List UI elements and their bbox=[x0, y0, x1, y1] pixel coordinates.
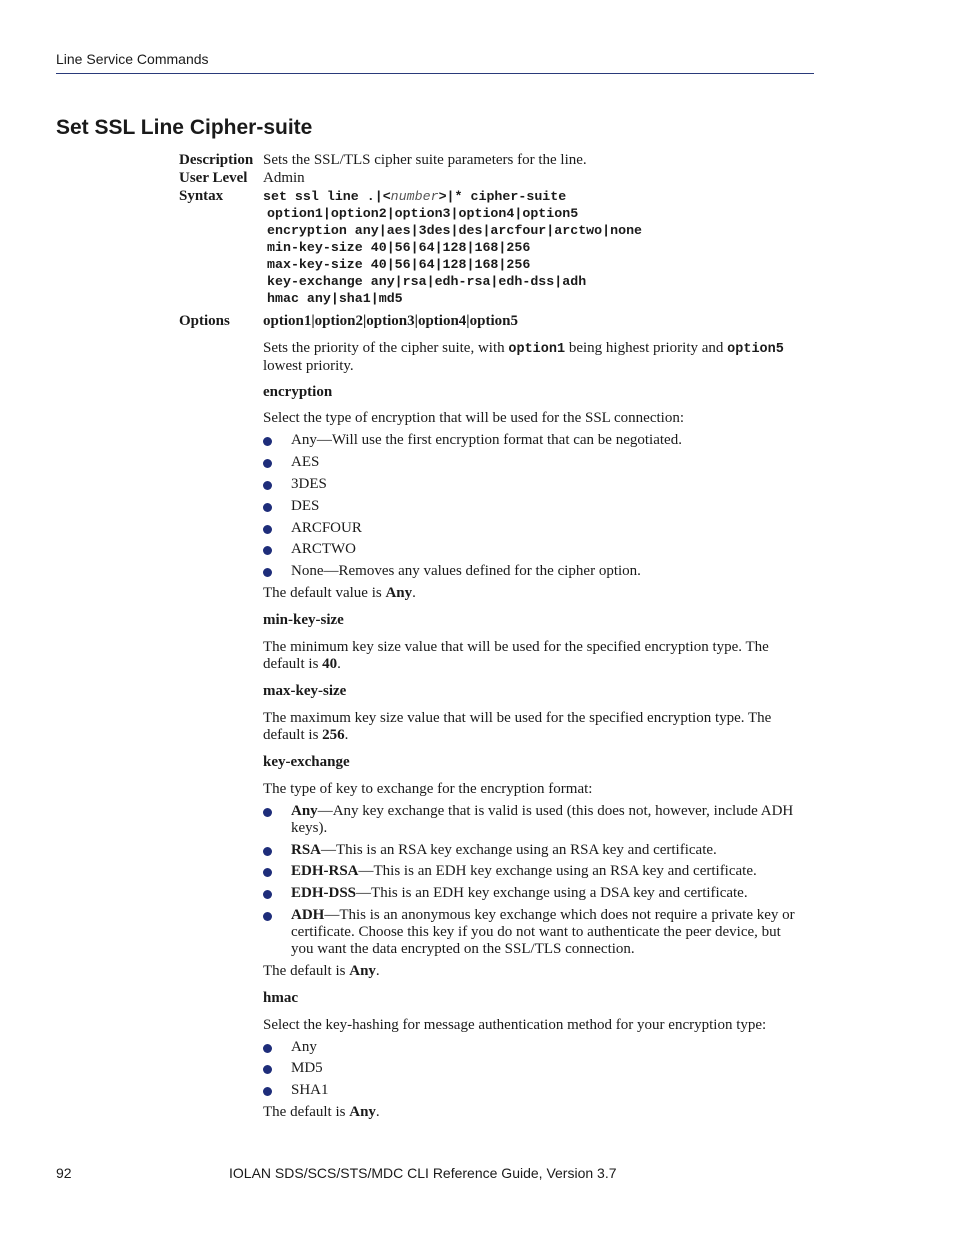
bullet-icon bbox=[263, 437, 272, 446]
encryption-heading: encryption bbox=[263, 384, 333, 400]
syntax-line-4: min-key-size 40|56|64|128|168|256 bbox=[267, 240, 531, 255]
encryption-item: ARCFOUR bbox=[291, 520, 362, 536]
hmac-default: The default is Any. bbox=[263, 1104, 380, 1120]
option-description: Sets the priority of the cipher suite, with option1 being highest priority and option5 lowest priority. bbox=[263, 340, 784, 374]
encryption-item: None—Removes any values defined for the cipher option. bbox=[291, 563, 641, 579]
key-exchange-item: EDH-RSA—This is an EDH key exchange using an RSA key and certificate. bbox=[291, 863, 757, 879]
encryption-default: The default value is Any. bbox=[263, 585, 416, 601]
options-label: Options bbox=[179, 313, 230, 329]
key-exchange-heading: key-exchange bbox=[263, 754, 350, 770]
key-exchange-item: ADH—This is an anonymous key exchange which does not require a private key or certificate. Choose this key if you do not want to authenticate the peer device, but you want the data encrypted on the SSL/TLS connection. bbox=[291, 907, 795, 957]
bullet-icon bbox=[263, 1087, 272, 1096]
min-key-size-heading: min-key-size bbox=[263, 612, 344, 628]
bullet-icon bbox=[263, 459, 272, 468]
key-exchange-item: EDH-DSS—This is an EDH key exchange using a DSA key and certificate. bbox=[291, 885, 748, 901]
syntax-line-6: key-exchange any|rsa|edh-rsa|edh-dss|adh bbox=[267, 274, 587, 289]
page-number: 92 bbox=[56, 1165, 72, 1181]
syntax-line-2: option1|option2|option3|option4|option5 bbox=[267, 206, 579, 221]
bullet-icon bbox=[263, 546, 272, 555]
bullet-icon bbox=[263, 847, 272, 856]
bullet-icon bbox=[263, 808, 272, 817]
key-exchange-item: RSA—This is an RSA key exchange using an RSA key and certificate. bbox=[291, 842, 717, 858]
hmac-item: MD5 bbox=[291, 1060, 323, 1076]
syntax-line-1: set ssl line .|<number>|* cipher-suite bbox=[263, 189, 567, 204]
min-key-size-text: The minimum key size value that will be used for the specified encryption type. The default is 40. bbox=[263, 639, 769, 672]
option-heading: option1|option2|option3|option4|option5 bbox=[263, 313, 518, 329]
encryption-item: 3DES bbox=[291, 476, 327, 492]
key-exchange-item: Any—Any key exchange that is valid is used (this does not, however, include ADH keys). bbox=[291, 803, 794, 836]
max-key-size-heading: max-key-size bbox=[263, 683, 347, 699]
bullet-icon bbox=[263, 481, 272, 490]
description-label: Description bbox=[179, 152, 254, 168]
encryption-item: AES bbox=[291, 454, 320, 470]
bullet-icon bbox=[263, 868, 272, 877]
syntax-line-5: max-key-size 40|56|64|128|168|256 bbox=[267, 257, 531, 272]
hmac-heading: hmac bbox=[263, 990, 298, 1006]
header-rule bbox=[56, 73, 814, 74]
syntax-line-3: encryption any|aes|3des|des|arcfour|arctwo|none bbox=[267, 223, 643, 238]
description-text: Sets the SSL/TLS cipher suite parameters for the line. bbox=[263, 152, 587, 168]
bullet-icon bbox=[263, 503, 272, 512]
encryption-intro: Select the type of encryption that will be used for the SSL connection: bbox=[263, 410, 685, 426]
bullet-icon bbox=[263, 568, 272, 577]
key-exchange-intro: The type of key to exchange for the encryption format: bbox=[263, 781, 593, 797]
user-level-text: Admin bbox=[263, 170, 305, 186]
hmac-item: SHA1 bbox=[291, 1082, 329, 1098]
bullet-icon bbox=[263, 912, 272, 921]
hmac-intro: Select the key-hashing for message authentication method for your encryption type: bbox=[263, 1017, 767, 1033]
bullet-icon bbox=[263, 1065, 272, 1074]
hmac-item: Any bbox=[291, 1039, 317, 1055]
encryption-item: ARCTWO bbox=[291, 541, 356, 557]
footer-doc-title: IOLAN SDS/SCS/STS/MDC CLI Reference Guide, Version 3.7 bbox=[229, 1165, 617, 1181]
user-level-label: User Level bbox=[179, 170, 248, 186]
bullet-icon bbox=[263, 1044, 272, 1053]
encryption-item: DES bbox=[291, 498, 320, 514]
running-header: Line Service Commands bbox=[56, 51, 209, 67]
bullet-icon bbox=[263, 890, 272, 899]
syntax-label: Syntax bbox=[179, 188, 224, 204]
bullet-icon bbox=[263, 525, 272, 534]
syntax-line-7: hmac any|sha1|md5 bbox=[267, 291, 403, 306]
key-exchange-default: The default is Any. bbox=[263, 963, 380, 979]
page-title: Set SSL Line Cipher-suite bbox=[56, 116, 313, 139]
encryption-item: Any—Will use the first encryption format that can be negotiated. bbox=[291, 432, 682, 448]
max-key-size-text: The maximum key size value that will be used for the specified encryption type. The default is 256. bbox=[263, 710, 772, 743]
